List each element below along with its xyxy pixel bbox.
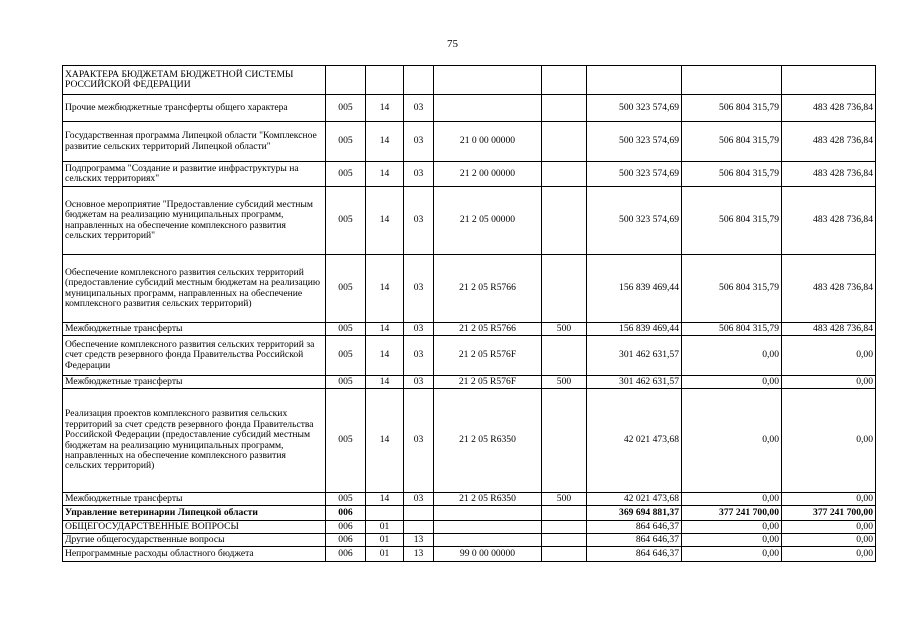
expense-type-cell: 500 bbox=[542, 323, 587, 336]
expense-type-cell bbox=[542, 122, 587, 162]
amount-year3-cell: 0,00 bbox=[782, 547, 876, 562]
section-code-cell: 01 bbox=[366, 547, 404, 562]
expense-name-cell: Межбюджетные трансферты bbox=[63, 323, 326, 336]
target-article-cell bbox=[434, 66, 542, 95]
expense-name-cell: Подпрограмма "Создание и развитие инфраструктуры на сельских территориях" bbox=[63, 162, 326, 187]
amount-year1-cell: 156 839 469,44 bbox=[587, 255, 682, 323]
amount-year1-cell bbox=[587, 66, 682, 95]
amount-year1-cell: 42 021 473,68 bbox=[587, 389, 682, 493]
subsection-code-cell: 03 bbox=[404, 95, 434, 122]
expense-name-cell: Прочие межбюджетные трансферты общего характера bbox=[63, 95, 326, 122]
target-article-cell: 21 0 00 00000 bbox=[434, 122, 542, 162]
budget-table bbox=[62, 65, 876, 562]
expense-type-cell bbox=[542, 521, 587, 534]
expense-type-cell bbox=[542, 547, 587, 562]
section-code-cell bbox=[366, 506, 404, 521]
amount-year1-cell: 500 323 574,69 bbox=[587, 187, 682, 255]
amount-year2-cell: 0,00 bbox=[682, 376, 782, 389]
amount-year2-cell: 0,00 bbox=[682, 493, 782, 506]
ministry-code-cell: 005 bbox=[326, 187, 366, 255]
expense-type-cell bbox=[542, 389, 587, 493]
section-code-cell: 14 bbox=[366, 323, 404, 336]
amount-year3-cell: 0,00 bbox=[782, 336, 876, 376]
ministry-code-cell: 005 bbox=[326, 376, 366, 389]
expense-type-cell bbox=[542, 162, 587, 187]
ministry-code-cell: 005 bbox=[326, 493, 366, 506]
amount-year2-cell: 0,00 bbox=[682, 336, 782, 376]
target-article-cell bbox=[434, 95, 542, 122]
amount-year3-cell: 483 428 736,84 bbox=[782, 323, 876, 336]
section-code-cell: 14 bbox=[366, 376, 404, 389]
target-article-cell: 21 2 05 R6350 bbox=[434, 493, 542, 506]
table-row bbox=[63, 187, 876, 255]
target-article-cell: 99 0 00 00000 bbox=[434, 547, 542, 562]
subsection-code-cell: 03 bbox=[404, 336, 434, 376]
amount-year3-cell: 0,00 bbox=[782, 389, 876, 493]
section-code-cell: 14 bbox=[366, 162, 404, 187]
amount-year2-cell: 506 804 315,79 bbox=[682, 323, 782, 336]
expense-name-cell: Межбюджетные трансферты bbox=[63, 493, 326, 506]
ministry-code-cell: 006 bbox=[326, 534, 366, 547]
section-code-cell bbox=[366, 66, 404, 95]
amount-year3-cell: 483 428 736,84 bbox=[782, 95, 876, 122]
amount-year1-cell: 369 694 881,37 bbox=[587, 506, 682, 521]
amount-year1-cell: 42 021 473,68 bbox=[587, 493, 682, 506]
table-row bbox=[63, 376, 876, 389]
table-row bbox=[63, 521, 876, 534]
ministry-code-cell: 005 bbox=[326, 323, 366, 336]
amount-year2-cell: 506 804 315,79 bbox=[682, 95, 782, 122]
expense-type-cell: 500 bbox=[542, 493, 587, 506]
expense-name-cell: Обеспечение комплексного развития сельских территорий за счет средств резервного фонда Правительства Российской Федерации bbox=[63, 336, 326, 376]
table-row bbox=[63, 547, 876, 562]
amount-year2-cell: 0,00 bbox=[682, 389, 782, 493]
section-code-cell: 14 bbox=[366, 122, 404, 162]
subsection-code-cell: 03 bbox=[404, 376, 434, 389]
expense-type-cell bbox=[542, 95, 587, 122]
amount-year1-cell: 500 323 574,69 bbox=[587, 162, 682, 187]
target-article-cell bbox=[434, 506, 542, 521]
expense-name-cell: Государственная программа Липецкой области "Комплексное развитие сельских территорий Липецкой области" bbox=[63, 122, 326, 162]
ministry-code-cell bbox=[326, 66, 366, 95]
amount-year1-cell: 864 646,37 bbox=[587, 521, 682, 534]
amount-year2-cell: 506 804 315,79 bbox=[682, 255, 782, 323]
expense-type-cell bbox=[542, 336, 587, 376]
amount-year2-cell: 506 804 315,79 bbox=[682, 162, 782, 187]
subsection-code-cell bbox=[404, 521, 434, 534]
amount-year2-cell: 506 804 315,79 bbox=[682, 122, 782, 162]
section-code-cell: 14 bbox=[366, 95, 404, 122]
expense-name-cell: Реализация проектов комплексного развития сельских территорий за счет средств резервного фонда Правительства Российской Федерации (предоставление субсидий местным бюджетам на реализацию муниципальных программ, направленных на обеспечение комплексного развития сельских территорий) bbox=[63, 389, 326, 493]
expense-name-cell: ОБЩЕГОСУДАРСТВЕННЫЕ ВОПРОСЫ bbox=[63, 521, 326, 534]
table-row bbox=[63, 323, 876, 336]
amount-year3-cell: 0,00 bbox=[782, 534, 876, 547]
expense-type-cell bbox=[542, 506, 587, 521]
amount-year2-cell bbox=[682, 66, 782, 95]
target-article-cell bbox=[434, 521, 542, 534]
expense-name-cell: Управление ветеринарии Липецкой области bbox=[63, 506, 326, 521]
amount-year2-cell: 0,00 bbox=[682, 534, 782, 547]
expense-type-cell bbox=[542, 66, 587, 95]
table-row bbox=[63, 534, 876, 547]
target-article-cell bbox=[434, 534, 542, 547]
amount-year1-cell: 500 323 574,69 bbox=[587, 95, 682, 122]
ministry-code-cell: 006 bbox=[326, 506, 366, 521]
expense-name-cell: Другие общегосударственные вопросы bbox=[63, 534, 326, 547]
table-row bbox=[63, 506, 876, 521]
amount-year1-cell: 864 646,37 bbox=[587, 534, 682, 547]
expense-type-cell: 500 bbox=[542, 376, 587, 389]
amount-year2-cell: 506 804 315,79 bbox=[682, 187, 782, 255]
expense-type-cell bbox=[542, 255, 587, 323]
subsection-code-cell: 03 bbox=[404, 323, 434, 336]
amount-year3-cell: 0,00 bbox=[782, 521, 876, 534]
subsection-code-cell: 13 bbox=[404, 547, 434, 562]
amount-year1-cell: 156 839 469,44 bbox=[587, 323, 682, 336]
table-row bbox=[63, 95, 876, 122]
amount-year3-cell: 483 428 736,84 bbox=[782, 187, 876, 255]
subsection-code-cell: 03 bbox=[404, 255, 434, 323]
amount-year1-cell: 500 323 574,69 bbox=[587, 122, 682, 162]
amount-year3-cell: 0,00 bbox=[782, 376, 876, 389]
subsection-code-cell: 03 bbox=[404, 122, 434, 162]
expense-name-cell: Межбюджетные трансферты bbox=[63, 376, 326, 389]
section-code-cell: 01 bbox=[366, 521, 404, 534]
ministry-code-cell: 005 bbox=[326, 389, 366, 493]
amount-year1-cell: 301 462 631,57 bbox=[587, 376, 682, 389]
expense-name-cell: ХАРАКТЕРА БЮДЖЕТАМ БЮДЖЕТНОЙ СИСТЕМЫ РОССИЙСКОЙ ФЕДЕРАЦИИ bbox=[63, 66, 326, 95]
table-row bbox=[63, 162, 876, 187]
section-code-cell: 14 bbox=[366, 493, 404, 506]
table-row bbox=[63, 493, 876, 506]
target-article-cell: 21 2 05 R6350 bbox=[434, 389, 542, 493]
section-code-cell: 14 bbox=[366, 255, 404, 323]
expense-name-cell: Обеспечение комплексного развития сельских территорий (предоставление субсидий местным бюджетам на реализацию муниципальных программ, направленных на обеспечение комплексного развития сельских территорий) bbox=[63, 255, 326, 323]
section-code-cell: 01 bbox=[366, 534, 404, 547]
table-row bbox=[63, 122, 876, 162]
subsection-code-cell: 03 bbox=[404, 162, 434, 187]
ministry-code-cell: 005 bbox=[326, 336, 366, 376]
section-code-cell: 14 bbox=[366, 187, 404, 255]
amount-year3-cell bbox=[782, 66, 876, 95]
page-number: 75 bbox=[447, 38, 458, 50]
amount-year2-cell: 377 241 700,00 bbox=[682, 506, 782, 521]
target-article-cell: 21 2 05 R576F bbox=[434, 376, 542, 389]
target-article-cell: 21 2 05 R5766 bbox=[434, 255, 542, 323]
amount-year2-cell: 0,00 bbox=[682, 521, 782, 534]
section-code-cell: 14 bbox=[366, 389, 404, 493]
target-article-cell: 21 2 05 R5766 bbox=[434, 323, 542, 336]
ministry-code-cell: 005 bbox=[326, 162, 366, 187]
table-row bbox=[63, 66, 876, 95]
table-row bbox=[63, 389, 876, 493]
expense-type-cell bbox=[542, 187, 587, 255]
subsection-code-cell: 03 bbox=[404, 187, 434, 255]
target-article-cell: 21 2 05 R576F bbox=[434, 336, 542, 376]
amount-year3-cell: 483 428 736,84 bbox=[782, 122, 876, 162]
amount-year3-cell: 483 428 736,84 bbox=[782, 255, 876, 323]
ministry-code-cell: 005 bbox=[326, 95, 366, 122]
table-row bbox=[63, 255, 876, 323]
subsection-code-cell: 03 bbox=[404, 389, 434, 493]
amount-year3-cell: 483 428 736,84 bbox=[782, 162, 876, 187]
subsection-code-cell: 03 bbox=[404, 493, 434, 506]
subsection-code-cell: 13 bbox=[404, 534, 434, 547]
amount-year1-cell: 864 646,37 bbox=[587, 547, 682, 562]
budget-table-body bbox=[63, 66, 876, 562]
ministry-code-cell: 006 bbox=[326, 521, 366, 534]
amount-year1-cell: 301 462 631,57 bbox=[587, 336, 682, 376]
section-code-cell: 14 bbox=[366, 336, 404, 376]
amount-year3-cell: 377 241 700,00 bbox=[782, 506, 876, 521]
ministry-code-cell: 006 bbox=[326, 547, 366, 562]
expense-name-cell: Непрограммные расходы областного бюджета bbox=[63, 547, 326, 562]
ministry-code-cell: 005 bbox=[326, 255, 366, 323]
target-article-cell: 21 2 00 00000 bbox=[434, 162, 542, 187]
table-row bbox=[63, 336, 876, 376]
amount-year2-cell: 0,00 bbox=[682, 547, 782, 562]
target-article-cell: 21 2 05 00000 bbox=[434, 187, 542, 255]
expense-type-cell bbox=[542, 534, 587, 547]
subsection-code-cell bbox=[404, 506, 434, 521]
subsection-code-cell bbox=[404, 66, 434, 95]
ministry-code-cell: 005 bbox=[326, 122, 366, 162]
expense-name-cell: Основное мероприятие "Предоставление субсидий местным бюджетам на реализацию муниципальных программ, направленных на обеспечение комплексного развития сельских территорий" bbox=[63, 187, 326, 255]
amount-year3-cell: 0,00 bbox=[782, 493, 876, 506]
